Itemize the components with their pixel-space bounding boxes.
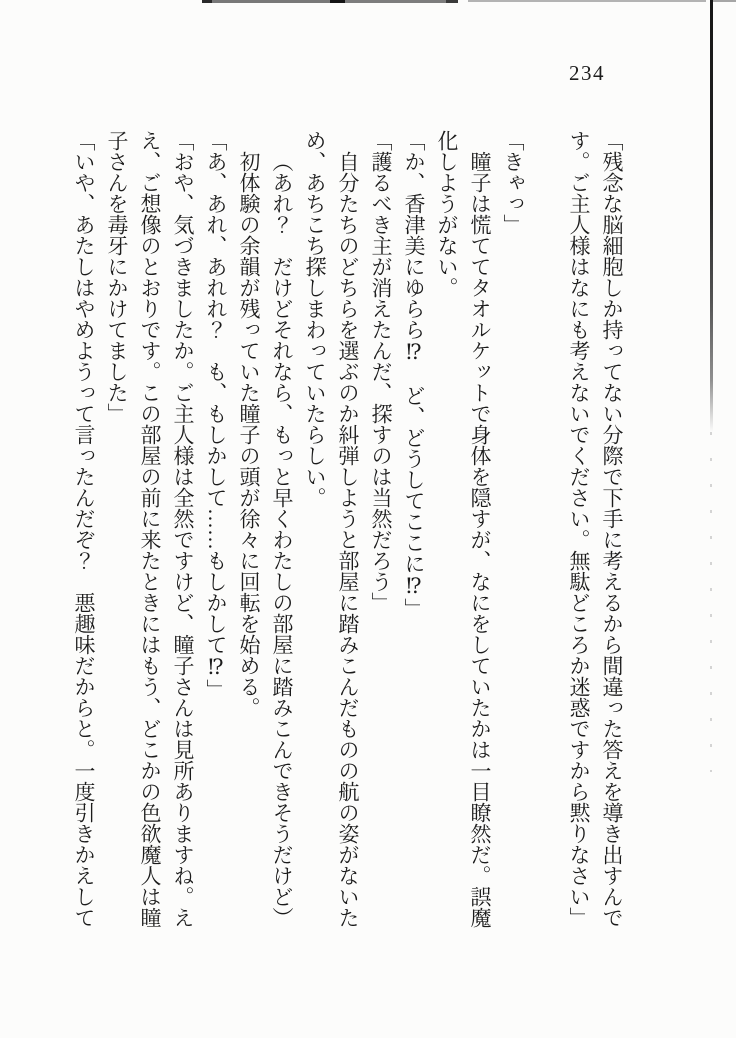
scan-artifact-page-edge-line: [710, 0, 713, 432]
paragraph-thought: （あれ？ だけどそれなら、もっと早くわたしの部屋に踏みこんできそうだけど）: [270, 151, 294, 928]
paragraph-narration: 自分たちのどちらを選ぶのか糾弾しようと部屋に踏みこんだものの航の姿がないため、あちこち探しまわっていたらしい。: [303, 130, 360, 928]
scan-artifact-top-line-left: [202, 0, 458, 3]
paragraph-narration: 瞳子は慌ててタオルケットで身体を隠すが、なにをしていたかは一目瞭然だ。誤魔化しようがない。: [435, 130, 492, 928]
page-number: 234: [569, 61, 605, 85]
paragraph-dialogue: 「残念な脳細胞しか持ってない分際で下手に考えるから間違った答えを導き出すんです。ご主人様はなにも考えないでください。無駄どころか迷惑ですから黙りなさい」: [567, 130, 624, 928]
page-text: [67, 130, 628, 930]
paragraph-dialogue: 「きゃっ」: [501, 130, 525, 235]
paragraph-narration: 初体験の余韻が残っていた瞳子の頭が徐々に回転を始める。: [237, 151, 261, 718]
paragraph-dialogue: 「か、香津美にゆらら⁉ ど、どうしてここに⁉」: [402, 130, 426, 619]
scan-artifact-edge-speckles: [710, 432, 712, 772]
paragraph-dialogue: 「いや、あたしはやめようって言ったんだぞ？ 悪趣味だからと。一度引きかえして: [72, 130, 96, 928]
paragraph-dialogue: 「護るべき主が消えたんだ、探すのは当然だろう」: [369, 130, 393, 613]
paragraph-dialogue: 「おや、気づきましたか。ご主人様は全然ですけど、瞳子さんは見所ありますね。ええ、ご想像のとおりです。この部屋の前に来たときにはもう、どこかの色欲魔人は瞳子さんを毒牙にかけてました」: [105, 130, 195, 928]
scan-artifact-top-line-right: [468, 0, 706, 2]
paragraph-dialogue: 「あ、あれ、あれれ？ も、もしかして……もしかして⁉」: [204, 130, 228, 700]
scan-artifact-top-line-corner: [712, 0, 736, 2]
